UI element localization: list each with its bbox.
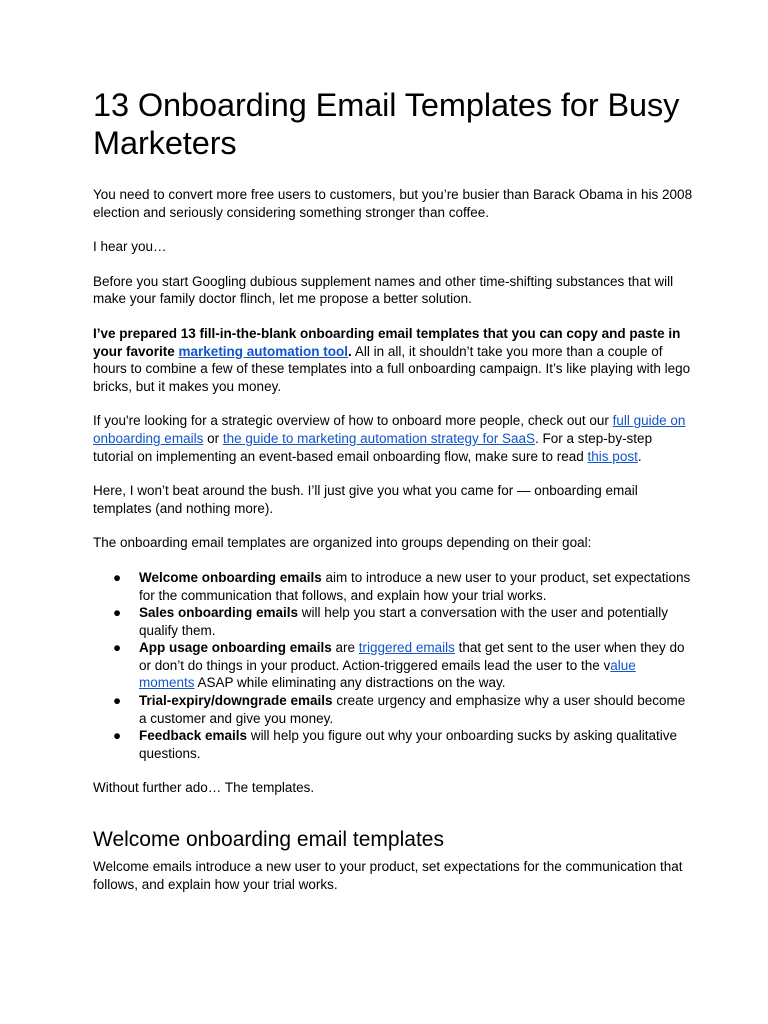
list-item-text: aim to introduce a new user to your product, set expectations for the communication that follows, and explain how your trial works. [139,569,691,603]
bullet-icon: ● [113,640,122,656]
text-span: or [203,430,223,446]
list-item-text: will help you start a conversation with the user and potentially qualify them. [139,605,668,638]
document-body [93,86,693,893]
section-paragraph: Welcome emails introduce a new user to your product, set expectations for the communication that follows, and explain how your trial works. [93,859,683,892]
text-span: If you're looking for a strategic overview of how to onboard more people, check out our [93,413,613,429]
list-item-title: Sales onboarding emails [139,605,299,621]
triggered-emails-link[interactable]: triggered emails [358,640,455,656]
value-moments-link[interactable]: alue moments [139,657,636,691]
email-groups-list [93,569,693,763]
list-item-text: create urgency and emphasize why a user should become a customer and give you money. [139,693,686,726]
list-item-title: Trial-expiry/downgrade emails [139,693,333,709]
list-item-text: that get sent to the user when they do or don’t do things in your product. Action-triggered emails lead the user to the v [139,640,685,673]
list-item [93,727,693,762]
list-item-text: are [331,640,359,656]
intro-paragraph-3: Before you start Googling dubious supplement names and other time-shifting substances that will make your family doctor flinch, let me propose a better solution. [93,273,674,307]
section-heading: Welcome onboarding email templates [93,828,444,852]
text-span: . For a step-by-step tutorial on implementing an event-based email onboarding flow, make sure to read [93,430,653,464]
onboarding-guide-link[interactable]: full guide on onboarding emails [93,413,686,446]
closing-paragraph: Without further ado… The templates. [93,780,315,796]
list-item-title: Welcome onboarding emails [139,569,322,585]
bold-lead-text: I’ve prepared 13 fill-in-the-blank onboarding email templates that you can copy and paste in your favorite [93,325,681,359]
list-item-text: ASAP while eliminating any distractions on the way. [194,675,506,691]
intro-paragraph-4 [93,325,693,395]
page-title: 13 Onboarding Email Templates for Busy Marketers [93,87,680,161]
list-item [93,604,693,639]
list-item-title: App usage onboarding emails [139,640,332,656]
automation-strategy-link[interactable]: the guide to marketing automation strategy for SaaS [222,430,536,446]
this-post-link[interactable]: this post [587,448,638,464]
bullet-icon: ● [113,605,122,621]
bullet-icon: ● [113,569,122,585]
intro-paragraph-2: I hear you… [93,239,167,255]
bullet-icon: ● [113,728,122,744]
text-span: . [637,448,642,464]
bullet-icon: ● [113,693,122,709]
bold-link-wrapper [179,344,349,359]
list-item [93,569,693,604]
intro-paragraph-1: You need to convert more free users to customers, but you’re busier than Barack Obama in his 2008 election and seriously considering something stronger than coffee. [93,187,693,220]
intro-paragraph-4-rest: All in all, it shouldn’t take you more than a couple of hours to combine a few of these templates into a full onboarding campaign. It’s like playing with lego bricks, but it makes you money. [93,343,691,394]
marketing-automation-tool-link[interactable]: marketing automation tool [178,343,349,359]
intro-paragraph-5 [93,412,693,465]
list-item-text: will help you figure out why your onboarding sucks by asking qualitative questions. [139,728,678,761]
list-item [93,692,693,727]
intro-paragraph-7: The onboarding email templates are organized into groups depending on their goal: [93,535,592,551]
intro-paragraph-6: Here, I won’t beat around the bush. I’ll just give you what you came for — onboarding email templates (and nothing more). [93,483,638,516]
list-item [93,639,693,692]
list-item-title: Feedback emails [139,728,248,744]
bold-period: . [348,343,352,359]
